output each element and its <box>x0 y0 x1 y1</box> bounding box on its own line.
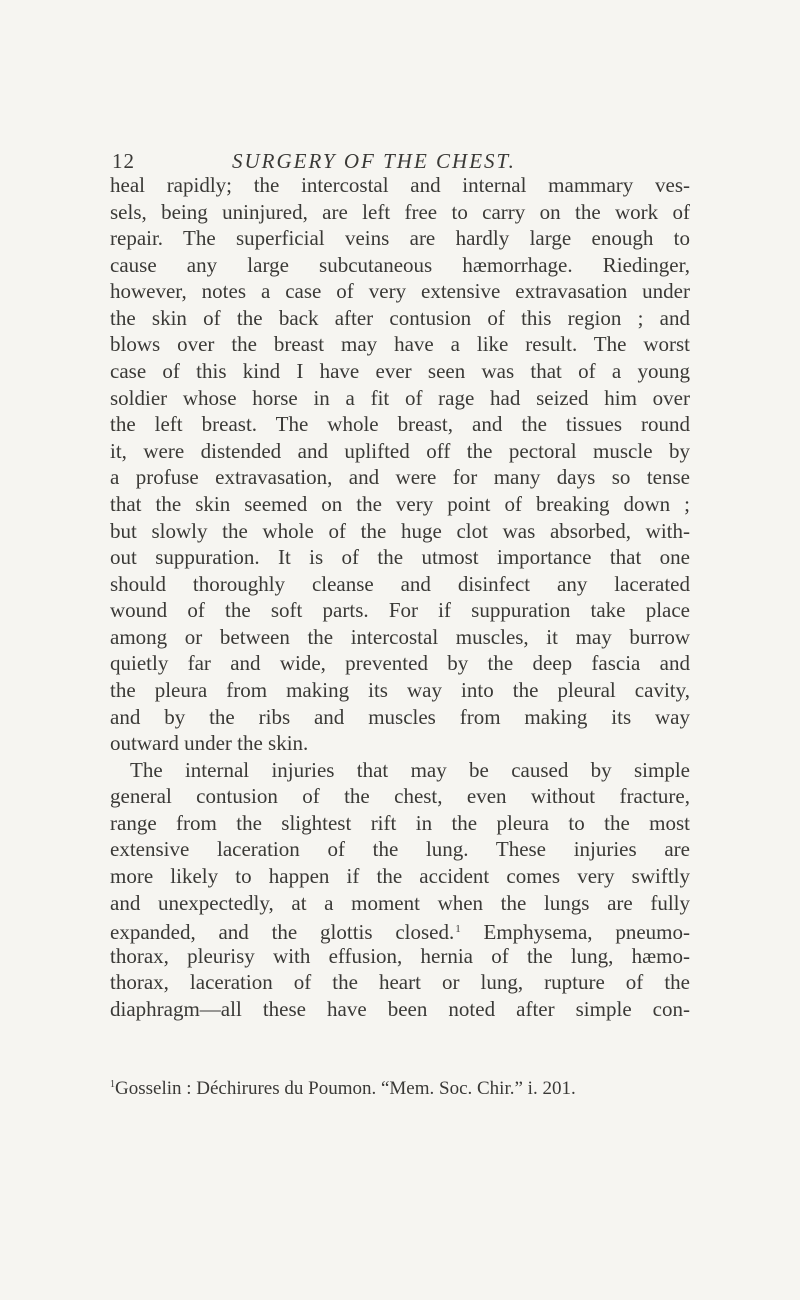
footnote <box>110 1072 690 1102</box>
text-line: thorax, laceration of the heart or lung, rupture of the <box>110 970 690 995</box>
text-line: the skin of the back after contusion of this region ; and <box>110 305 690 330</box>
text-line: heal rapidly; the intercostal and internal mammary ves- <box>110 173 690 197</box>
text-line: wound of the soft parts. For if suppuration take place <box>110 598 690 623</box>
text-line: but slowly the whole of the huge clot was absorbed, with- <box>110 518 690 543</box>
footnote-marker: 1 <box>110 1079 115 1090</box>
text-line: it, were distended and uplifted off the pectoral muscle by <box>110 438 690 463</box>
text-line: repair. The superficial veins are hardly large enough to <box>110 226 690 251</box>
text-line: general contusion of the chest, even without fracture, <box>110 784 690 809</box>
text-line-with-footnote-ref <box>110 916 690 943</box>
text-line: more likely to happen if the accident comes very swiftly <box>110 864 690 889</box>
text-line-part: expanded, and the glottis closed. <box>110 920 455 945</box>
text-line: and by the ribs and muscles from making its way <box>110 704 690 729</box>
text-line: the pleura from making its way into the pleural cavity, <box>110 677 690 702</box>
text-line: sels, being uninjured, are left free to carry on the work of <box>110 199 690 224</box>
text-line: cause any large subcutaneous hæmorrhage. Riedinger, <box>110 252 690 277</box>
text-line: extensive laceration of the lung. These injuries are <box>110 837 690 862</box>
text-line-part: Emphysema, pneumo- <box>460 920 690 945</box>
text-line: soldier whose horse in a fit of rage had seized him over <box>110 385 690 410</box>
running-title: SURGERY OF THE CHEST. <box>232 149 516 173</box>
text-line: a profuse extravasation, and were for many days so tense <box>110 465 690 490</box>
text-line: case of this kind I have ever seen was that of a young <box>110 359 690 384</box>
text-line: out suppuration. It is of the utmost importance that one <box>110 545 690 570</box>
text-line: that the skin seemed on the very point of breaking down ; <box>110 491 690 516</box>
text-line: however, notes a case of very extensive extravasation under <box>110 279 690 304</box>
paragraph-end-line: outward under the skin. <box>110 731 309 756</box>
text-line: the left breast. The whole breast, and the tissues round <box>110 412 690 437</box>
text-line: should thoroughly cleanse and disinfect any lacerated <box>110 571 690 596</box>
text-line: and unexpectedly, at a moment when the lungs are fully <box>110 890 690 915</box>
text-line: quietly far and wide, prevented by the deep fascia and <box>110 651 690 676</box>
paragraph-start-line: The internal injuries that may be caused by simple <box>130 757 690 782</box>
text-line: among or between the intercostal muscles, it may burrow <box>110 624 690 649</box>
footnote-ref-marker: 1 <box>455 923 461 936</box>
footnote-text: Gosselin : Déchirures du Poumon. “Mem. Soc. Chir.” i. 201. <box>115 1078 576 1099</box>
body-text <box>110 172 690 1023</box>
text-line: thorax, pleurisy with effusion, hernia of the lung, hæmo- <box>110 943 690 968</box>
text-line: range from the slightest rift in the pleura to the most <box>110 810 690 835</box>
page-number: 12 <box>112 149 135 173</box>
text-line: blows over the breast may have a like result. The worst <box>110 332 690 357</box>
text-line: diaphragm—all these have been noted after simple con- <box>110 996 690 1021</box>
